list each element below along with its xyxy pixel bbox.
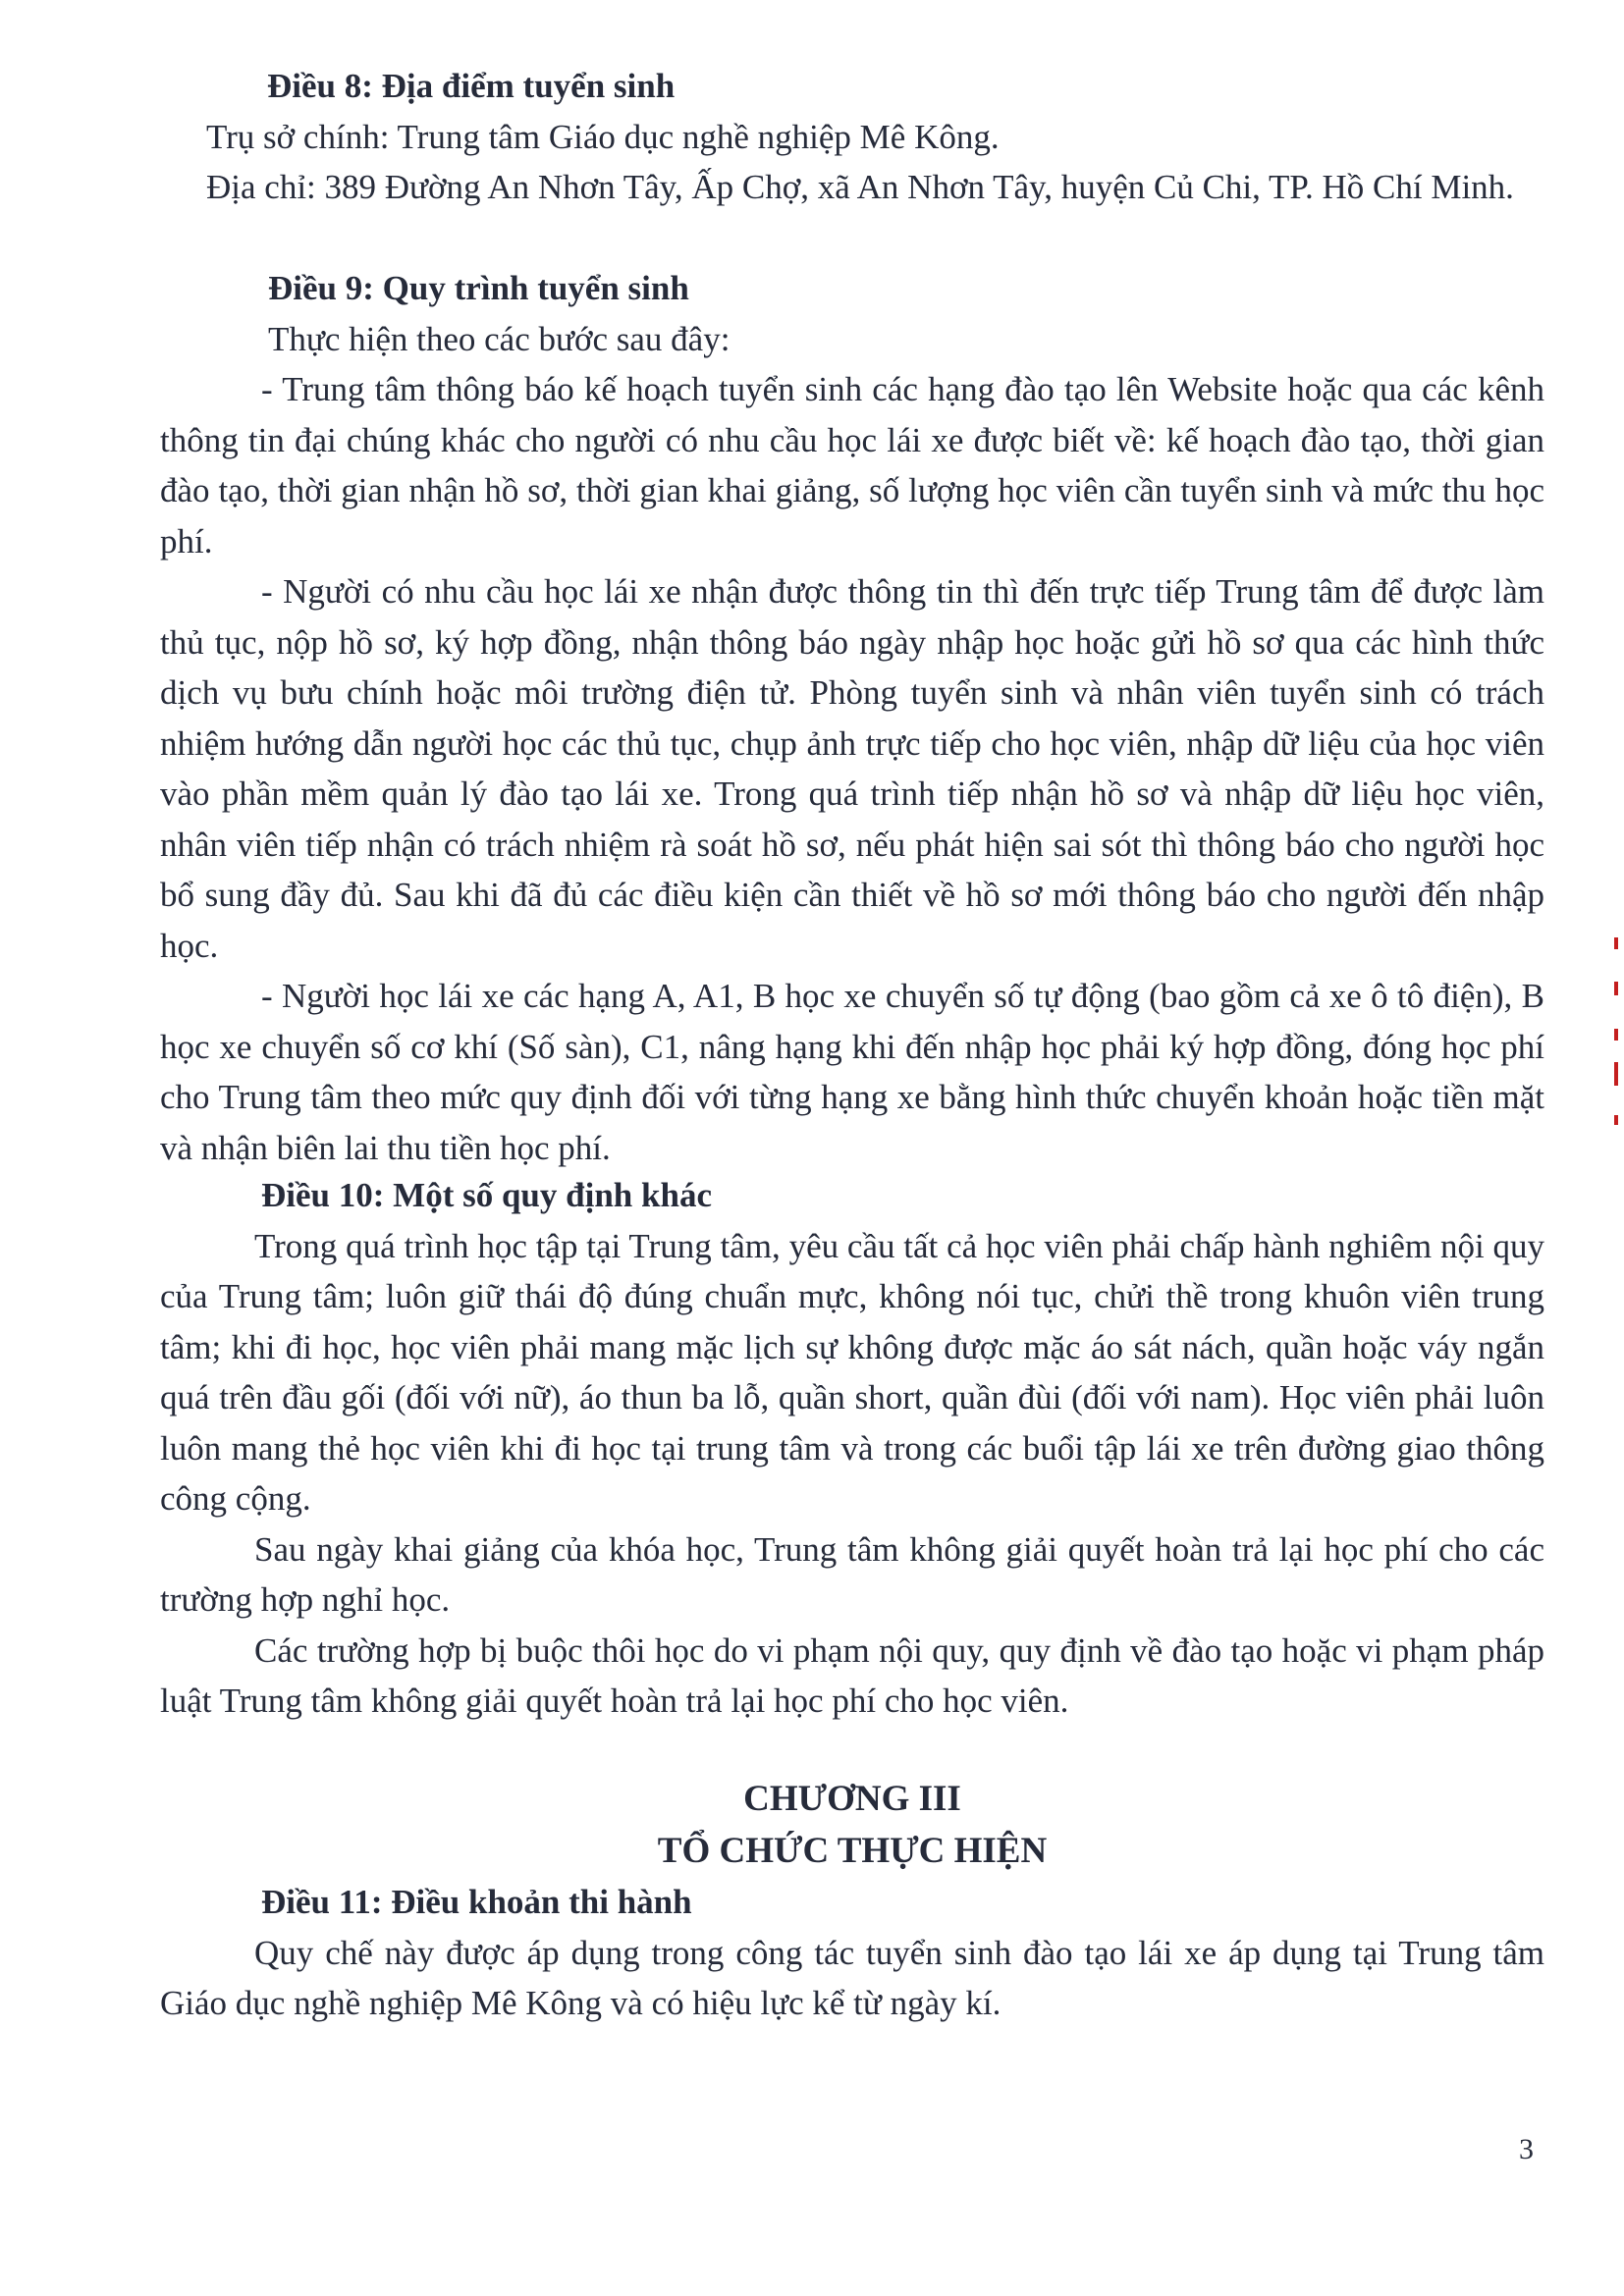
margin-mark bbox=[1614, 1029, 1618, 1041]
margin-mark bbox=[1614, 937, 1618, 949]
margin-mark bbox=[1614, 1115, 1618, 1125]
chapter-number: CHƯƠNG III bbox=[743, 1779, 961, 1819]
dieu-10-paragraph-1: Trong quá trình học tập tại Trung tâm, yêu cầu tất cả học viên phải chấp hành nghiêm nội quy của Trung tâm; luôn giữ thái độ đúng chuẩn mực, không nói tục, chửi thề trong khuôn viên trung tâm; khi đi học, học viên phải mang mặc lịch sự không được mặc áo sát nách, quần hoặc váy ngắn quá trên đầu gối (đối với nữ), áo thun ba lỗ, quần short, quần đùi (đối với nam). Học viên phải luôn luôn mang thẻ học viên khi đi học tại trung tâm và trong các buổi tập lái xe trên đường giao thông công cộng. bbox=[160, 1226, 1544, 1518]
dieu-10-paragraph-2: Sau ngày khai giảng của khóa học, Trung tâm không giải quyết hoàn trả lại học phí cho các trường hợp nghỉ học. bbox=[160, 1529, 1544, 1619]
dieu-11-paragraph-1: Quy chế này được áp dụng trong công tác tuyển sinh đào tạo lái xe áp dụng tại Trung tâm Giáo dục nghề nghiệp Mê Kông và có hiệu lực kể từ ngày kí. bbox=[160, 1933, 1544, 2022]
dieu-9-intro: Thực hiện theo các bước sau đây: bbox=[268, 319, 731, 358]
dieu-8-section bbox=[206, 61, 1544, 213]
dieu-9-section bbox=[160, 263, 1544, 1173]
dieu-10-title: Điều 10: Một số quy định khác bbox=[261, 1176, 712, 1214]
dieu-10-section bbox=[160, 1170, 1544, 1727]
page-number: 3 bbox=[1519, 2133, 1534, 2165]
dieu-8-line-2: Địa chỉ: 389 Đường An Nhơn Tây, Ấp Chợ, xã An Nhơn Tây, huyện Củ Chi, TP. Hồ Chí Minh. bbox=[206, 168, 1514, 206]
margin-mark bbox=[1614, 982, 1618, 995]
dieu-8-line-1: Trụ sở chính: Trung tâm Giáo dục nghề nghiệp Mê Kông. bbox=[206, 117, 1000, 156]
dieu-11-section bbox=[160, 1877, 1544, 2029]
dieu-9-paragraph-1: - Trung tâm thông báo kế hoạch tuyển sinh các hạng đào tạo lên Website hoặc qua các kênh thông tin đại chúng khác cho người có nhu cầu học lái xe được biết về: kế hoạch đào tạo, thời gian đào tạo, thời gian nhận hồ sơ, thời gian khai giảng, số lượng học viên cần tuyển sinh và mức thu học phí. bbox=[160, 370, 1544, 561]
chapter-title: TỔ CHỨC THỰC HIỆN bbox=[657, 1831, 1048, 1871]
dieu-11-title: Điều 11: Điều khoản thi hành bbox=[261, 1883, 692, 1921]
dieu-9-paragraph-2: - Người có nhu cầu học lái xe nhận được thông tin thì đến trực tiếp Trung tâm để được làm thủ tục, nộp hồ sơ, ký hợp đồng, nhận thông báo ngày nhập học hoặc gửi hồ sơ qua các hình thức dịch vụ bưu chính hoặc môi trường điện tử. Phòng tuyển sinh và nhân viên tuyển sinh có trách nhiệm hướng dẫn người học các thủ tục, chụp ảnh trực tiếp cho học viên, nhập dữ liệu của học viên vào phần mềm quản lý đào tạo lái xe. Trong quá trình tiếp nhận hồ sơ và nhập dữ liệu học viên, nhân viên tiếp nhận có trách nhiệm rà soát hồ sơ, nếu phát hiện sai sót thì thông báo cho người học bổ sung đầy đủ. Sau khi đã đủ các điều kiện cần thiết về hồ sơ mới thông báo cho người đến nhập học. bbox=[160, 572, 1544, 965]
margin-mark bbox=[1614, 1062, 1618, 1086]
dieu-10-paragraph-3: Các trường hợp bị buộc thôi học do vi phạm nội quy, quy định về đào tạo hoặc vi phạm pháp luật Trung tâm không giải quyết hoàn trả lại học phí cho học viên. bbox=[160, 1630, 1544, 1720]
dieu-9-title: Điều 9: Quy trình tuyển sinh bbox=[268, 269, 689, 307]
dieu-8-title: Điều 8: Địa điểm tuyển sinh bbox=[267, 67, 676, 105]
dieu-9-paragraph-3: - Người học lái xe các hạng A, A1, B học xe chuyển số tự động (bao gồm cả xe ô tô điện), B học xe chuyển số cơ khí (Số sàn), C1, nâng hạng khi đến nhập học phải ký hợp đồng, đóng học phí cho Trung tâm theo mức quy định đối với từng hạng xe bằng hình thức chuyển khoản hoặc tiền mặt và nhận biên lai thu tiền học phí. bbox=[160, 977, 1544, 1167]
